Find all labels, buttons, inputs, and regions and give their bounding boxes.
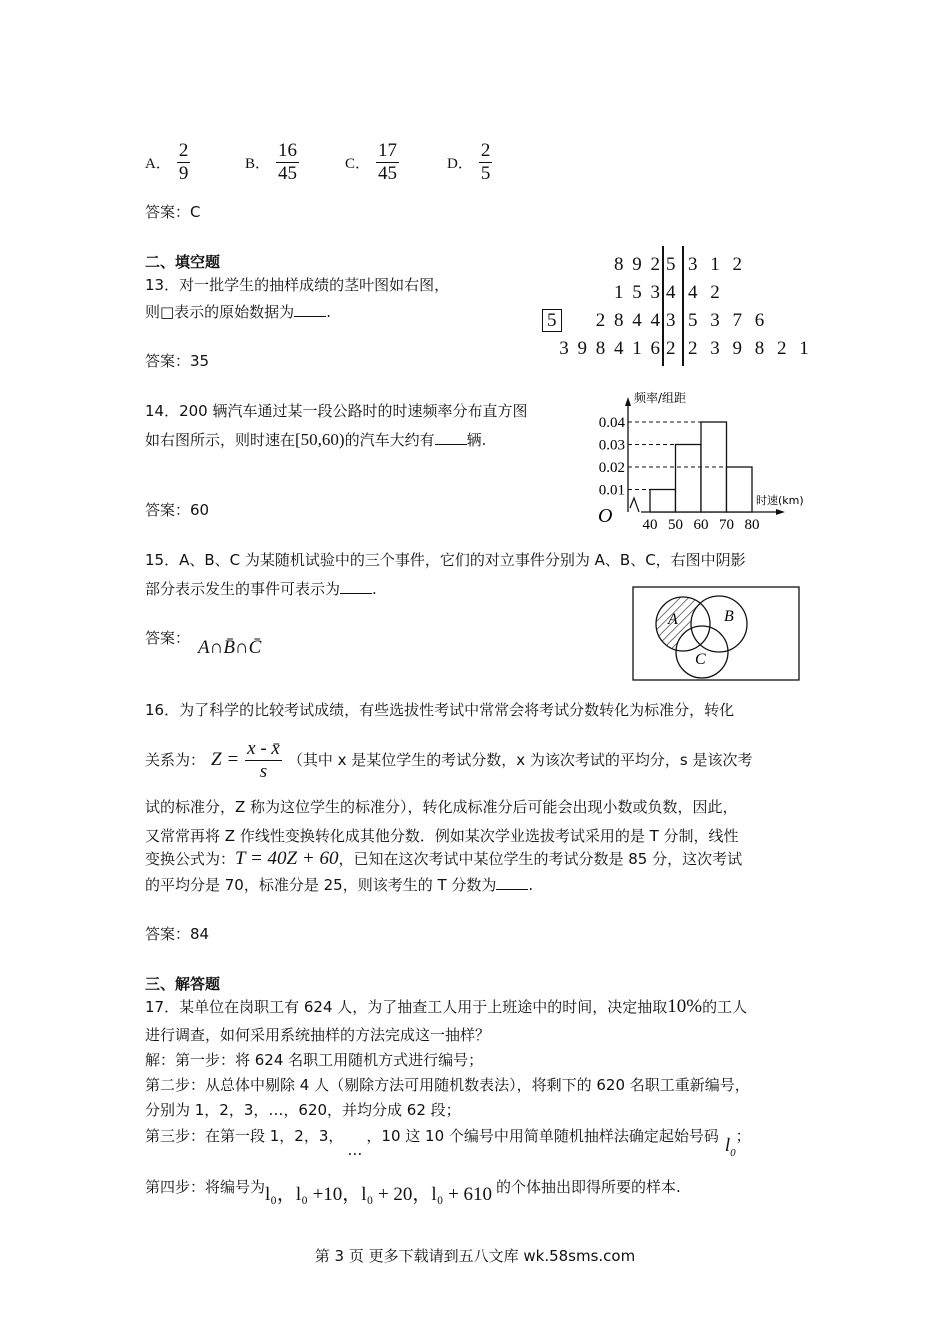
x-axis-arrow-icon (776, 509, 785, 515)
q17-text2: 的工人 (702, 998, 748, 1016)
q15-text: 部分表示发生的事件可表示为 (145, 580, 341, 598)
option-label: C． (345, 156, 371, 172)
y-tick-label: 0.02 (598, 460, 625, 476)
stem-leaf-left-leaves: 2 8 4 4 (595, 310, 660, 331)
q17-line3: 解：第一步：将 624 名职工用随机方式进行编号； (145, 1051, 484, 1069)
answer-blank (496, 875, 528, 890)
section-title-fill-in: 二、填空题 (145, 253, 221, 271)
q17-text6: 的个体抽出即得所要的样本. (496, 1178, 681, 1196)
formula-numerator: x - x̄ (247, 738, 280, 759)
q16-line1: 16．为了科学的比较考试成绩，有些选拔性考试中常常会将考试分数转化为标准分，转化 (145, 701, 735, 719)
q15-line1: 15．A、B、C 为某随机试验中的三个事件，它们的对立事件分别为 A、B、C，右图中阴影 (145, 551, 746, 569)
stem-leaf-right-leaves: 5 3 7 6 (688, 310, 765, 331)
denominator: 5 (480, 163, 491, 184)
section-title-solve: 三、解答题 (145, 975, 221, 993)
q14-answer: 答案：60 (145, 501, 210, 519)
option-d (447, 140, 498, 185)
stem-leaf-stem: 2 (666, 338, 676, 359)
y-tick-label: 0.04 (598, 415, 625, 431)
q17-text5: 第四步：将编号为 (145, 1178, 266, 1196)
stem-leaf-left-leaves: 3 9 8 4 1 6 (559, 338, 660, 359)
q16-line6 (145, 875, 533, 895)
option-fraction (376, 140, 399, 185)
numerator: 17 (378, 140, 398, 161)
number-sequence (265, 1184, 492, 1205)
y-tick-label: 0.01 (598, 482, 625, 499)
x-tick-label: 80 (744, 517, 760, 533)
q16-line5 (145, 849, 742, 869)
x-tick-label: 40 (642, 517, 658, 533)
seq-item: l₀ +10， (295, 1184, 362, 1205)
histogram-bar (727, 467, 753, 512)
seq-item: l₀ + 610 (431, 1184, 493, 1205)
q16-period: . (528, 876, 534, 894)
frequency-histogram (590, 390, 830, 535)
q15-period: . (372, 580, 377, 598)
histogram-bar (650, 490, 676, 513)
q17-line4: 第二步：从总体中剔除 4 人（剔除方法可用随机数表法），将剩下的 620 名职工重新编号， (145, 1076, 750, 1094)
option-label: D． (447, 156, 473, 172)
q16-line4: 又常常再将 Z 作线性变换转化成其他分数．例如某次学业选拔考试采用的是 T 分制，线性 (145, 827, 739, 845)
option-label: B． (245, 156, 271, 172)
q17-line2: 进行调查，如何采用系统抽样的方法完成这一抽样？ (145, 1026, 491, 1044)
q17-text3: 第三步：在第一段 1，2，3， (145, 1127, 344, 1145)
stem-leaf-right-leaves: 2 3 9 8 2 1 (688, 338, 809, 359)
stem-leaf-left-leaves: 1 5 3 (614, 282, 660, 303)
q16-answer: 答案：84 (145, 925, 210, 943)
q14-text3: 辆. (466, 431, 487, 449)
q13-answer: 答案：35 (145, 352, 210, 370)
stem-leaf-right-leaves: 3 1 2 (688, 254, 742, 275)
q17-text: 17．某单位在岗职工有 624 人，为了抽查工人用于上班途中的时间，决定抽取 (145, 998, 668, 1016)
q16-text5: 的平均分是 70，标准分是 25，则该考生的 T 分数为 (145, 876, 497, 894)
answer-blank (340, 579, 372, 594)
q15-answer-label: 答案： (145, 629, 191, 647)
stem-leaf-plot (520, 252, 820, 367)
seq-item: l₀ + 20， (361, 1184, 432, 1205)
l0-subscript: 0 (730, 1147, 736, 1159)
histogram-bar (676, 445, 702, 513)
q17-text4: ，10 这 10 个编号中用简单随机抽样法确定起始号码 (366, 1127, 719, 1145)
option-fraction (177, 140, 191, 185)
q14-line1: 14．200 辆汽车通过某一段公路时的时速频率分布直方图 (145, 402, 528, 420)
venn-diagram (632, 586, 800, 682)
numerator: 2 (480, 140, 491, 161)
q16-text4: ，已知在这次考试中某位学生的考试分数是 85 分，这次考试 (338, 850, 743, 868)
q17-line7 (145, 1177, 681, 1205)
seq-item: l₀， (265, 1184, 296, 1205)
venn-label-b: B (724, 608, 734, 625)
stem-leaf-right-leaves: 4 2 (688, 282, 720, 303)
q13-line2 (145, 302, 331, 322)
stem-leaf-stem: 3 (666, 310, 676, 331)
q13-line1: 13．对一批学生的抽样成绩的茎叶图如右图， (145, 276, 450, 294)
axis-break-mark (630, 498, 639, 512)
q12-answer: 答案：C (145, 203, 201, 221)
interval-expr: [50,60) (295, 430, 345, 449)
x-tick-label: 70 (719, 517, 734, 533)
q14-text: 如右图所示，则时速在 (145, 431, 296, 449)
q15-line2 (145, 579, 377, 599)
stem-leaf-stem: 5 (666, 254, 676, 275)
stem-leaf-stem: 4 (666, 282, 676, 303)
stem-divider-line (682, 246, 684, 366)
origin-label: O (598, 505, 613, 527)
q16-text3: 变换公式为： (145, 850, 236, 868)
page-footer: 第 3 页 更多下载请到五八文库 wk.58sms.com (314, 1247, 636, 1265)
ellipsis: … (347, 1141, 363, 1159)
l0-letter: l (724, 1135, 731, 1156)
q13-text: 则□表示的原始数据为 (145, 303, 295, 321)
denominator: 45 (378, 163, 398, 184)
percent: 10% (667, 996, 703, 1017)
numerator: 16 (278, 140, 298, 161)
formula-lhs: Z = (211, 749, 240, 770)
x-tick-label: 60 (693, 517, 709, 533)
venn-label-a: A (668, 611, 678, 628)
formula-fraction (245, 738, 282, 783)
q17-line5: 分别为 1，2，3，…，620，并均分成 62 段； (145, 1101, 461, 1119)
q14-line2 (145, 430, 486, 450)
option-b (245, 140, 305, 185)
y-axis-arrow-icon (625, 397, 631, 406)
x-axis-label: 时速(km) (756, 494, 804, 507)
option-fraction (276, 140, 299, 185)
denominator: 9 (178, 163, 189, 184)
option-fraction (479, 140, 493, 185)
q16-text2: （其中 x 是某位学生的考试分数，x 为该次考试的平均分，s 是该次考 (287, 751, 753, 769)
stem-leaf-boxed-digit: 5 (542, 309, 562, 332)
q16-line2 (145, 738, 753, 783)
venn-label-c: C (695, 651, 706, 668)
q16-text: 关系为： (145, 751, 206, 769)
y-axis-label: 频率/组距 (634, 391, 687, 405)
stem-leaf-left-leaves: 8 9 2 (614, 254, 660, 275)
numerator: 2 (178, 140, 189, 161)
option-a (145, 140, 196, 185)
answer-blank (435, 430, 467, 445)
option-label: A． (145, 156, 171, 172)
answer-blank (294, 302, 326, 317)
q13-period: . (326, 303, 331, 321)
x-tick-label: 50 (668, 517, 683, 533)
q14-text2: 的汽车大约有 (344, 431, 435, 449)
q17-semicolon: ； (735, 1127, 751, 1145)
q15-answer-expr: A∩B̄∩C̄ (198, 637, 262, 658)
formula-denominator: s (259, 761, 268, 782)
y-tick-label: 0.03 (598, 437, 625, 454)
q17-line1 (145, 997, 747, 1017)
denominator: 45 (278, 163, 298, 184)
l0-symbol (724, 1135, 736, 1159)
q17-line6 (145, 1126, 751, 1159)
q16-line3: 试的标准分，Z 称为这位学生的标准分），转化成标准分后可能会出现小数或负数，因此， (145, 798, 738, 816)
option-c (345, 140, 405, 185)
linear-formula: T = 40Z + 60 (235, 848, 339, 869)
stem-divider-line (662, 246, 664, 366)
